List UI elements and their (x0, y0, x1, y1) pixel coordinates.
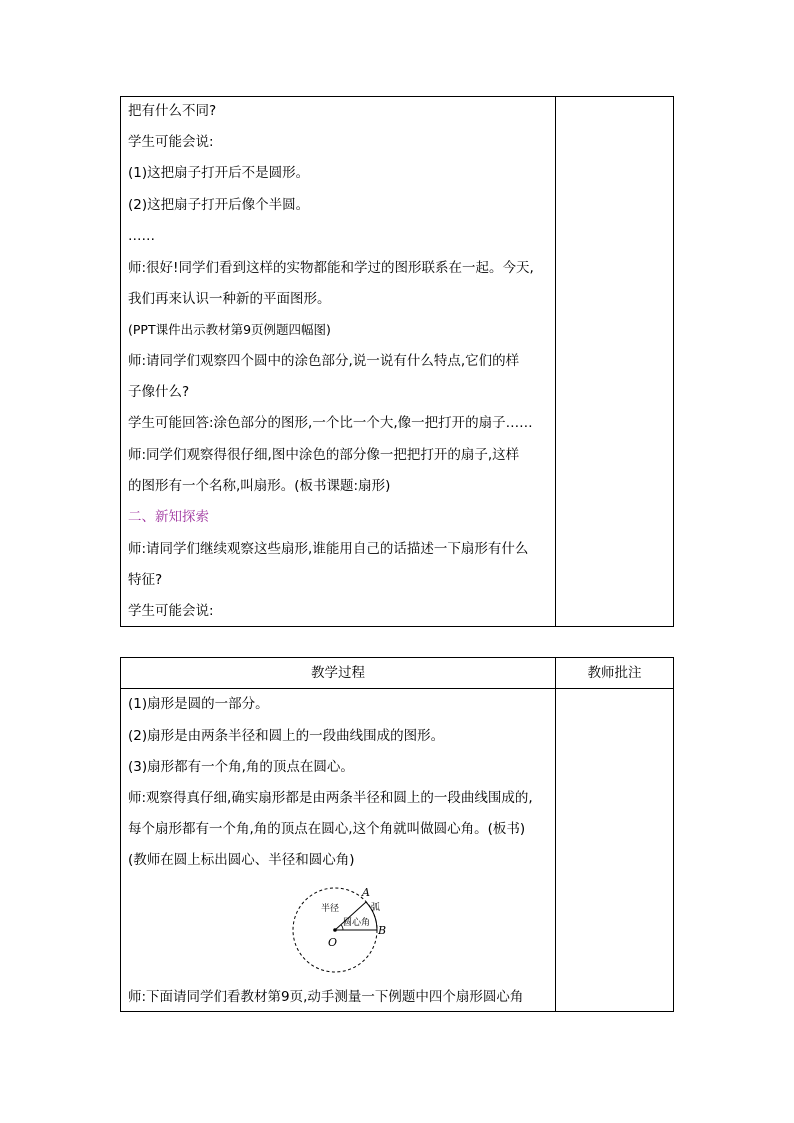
header-teaching-process: 教学过程 (311, 665, 365, 681)
text-line: 每个扇形都有一个角,角的顶点在圆心,这个角就叫做圆心角。(板书) (128, 821, 526, 837)
text-line: 师:请同学们继续观察这些扇形,谁能用自己的话描述一下扇形有什么 (128, 541, 529, 557)
radius-label: 半径 (321, 904, 340, 914)
arc-label: 弧 (371, 903, 381, 913)
table-top-divider (555, 96, 556, 627)
text-line: (2)这把扇子打开后像个半圆。 (128, 197, 310, 213)
text-line: 师:请同学们观察四个圆中的涂色部分,说一说有什么特点,它们的样 (128, 353, 520, 369)
text-line: (3)扇形都有一个角,角的顶点在圆心。 (128, 759, 354, 775)
header-teacher-notes: 教师批注 (587, 665, 642, 681)
table-bottom-header-rule (120, 688, 674, 689)
text-line: 师:很好!同学们看到这样的实物都能和学过的图形联系在一起。今天, (128, 260, 534, 276)
text-line: (1)这把扇子打开后不是圆形。 (128, 165, 310, 181)
text-line: 学生可能会说: (128, 134, 214, 150)
point-o-label: O (328, 936, 338, 949)
text-line: …… (128, 228, 155, 244)
text-line: 特征? (128, 572, 163, 588)
center-point (333, 928, 337, 932)
sector-figure (280, 880, 410, 980)
angle-label: 圆心角 (343, 918, 371, 928)
point-b-label: B (378, 924, 387, 937)
text-line: 师:同学们观察得很仔细,图中涂色的部分像一把把打开的扇子,这样 (128, 447, 520, 463)
text-line: (1)扇形是圆的一部分。 (128, 696, 269, 712)
table-bottom-divider (555, 657, 556, 1012)
text-line: (教师在圆上标出圆心、半径和圆心角) (128, 852, 355, 868)
text-line: 把有什么不同? (128, 103, 217, 119)
text-line: 师:观察得真仔细,确实扇形都是由两条半径和圆上的一段曲线围成的, (128, 790, 533, 806)
text-line: 的图形有一个名称,叫扇形。(板书课题:扇形) (128, 478, 391, 494)
section-heading: 二、新知探索 (128, 509, 209, 525)
text-line: (2)扇形是由两条半径和圆上的一段曲线围成的图形。 (128, 728, 445, 744)
text-line: 我们再来认识一种新的平面图形。 (128, 291, 331, 307)
text-line: 学生可能会说: (128, 603, 214, 619)
point-a-label: A (362, 886, 370, 899)
text-line: 师:下面请同学们看教材第9页,动手测量一下例题中四个扇形圆心角 (128, 989, 524, 1005)
text-line: (PPT课件出示教材第9页例题四幅图) (128, 322, 331, 337)
text-line: 子像什么? (128, 384, 190, 400)
text-line: 学生可能回答:涂色部分的图形,一个比一个大,像一把打开的扇子…… (128, 415, 533, 431)
